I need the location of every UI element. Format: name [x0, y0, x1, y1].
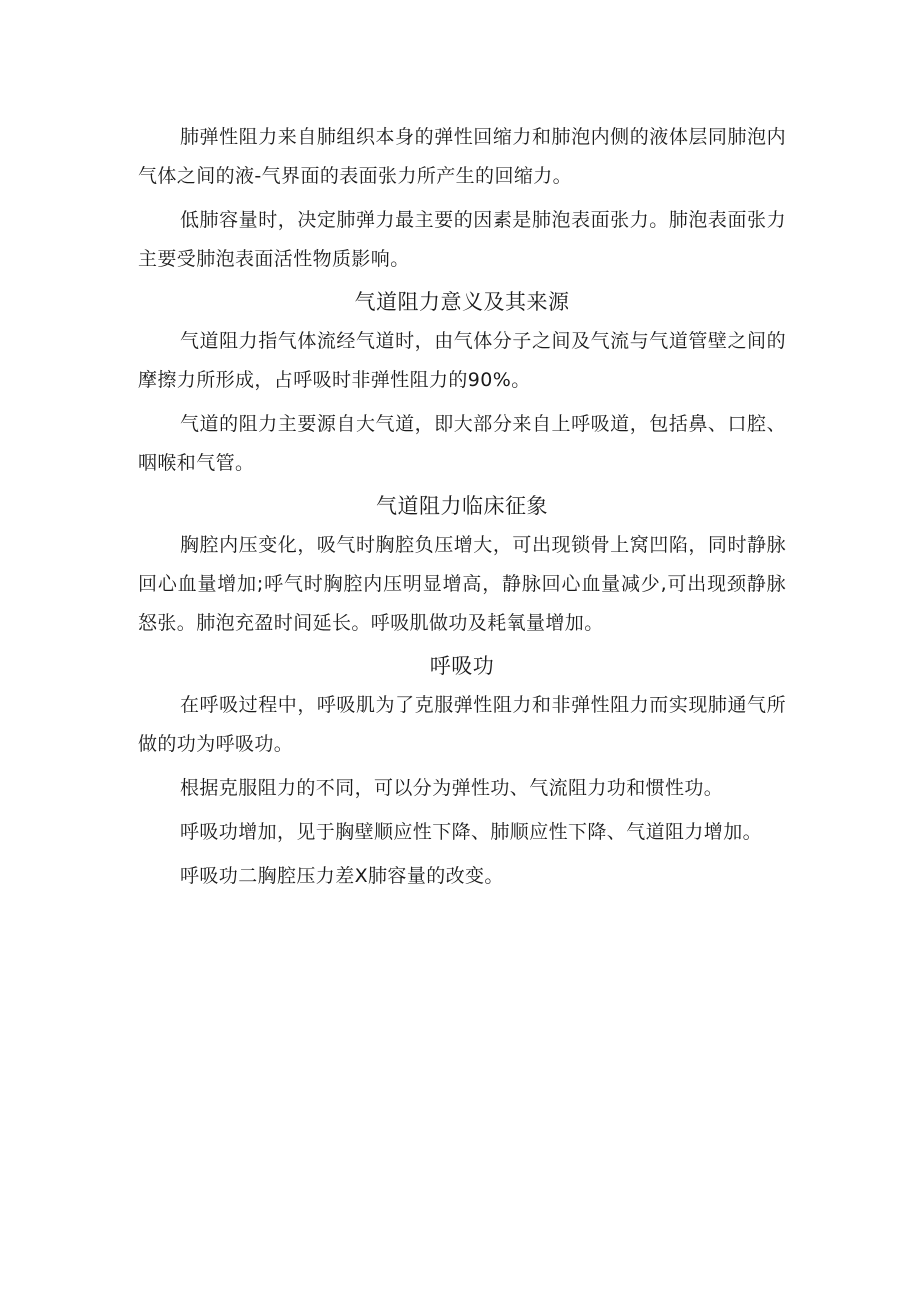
paragraph: 呼吸功增加，见于胸壁顺应性下降、肺顺应性下降、气道阻力增加。	[180, 821, 763, 843]
paragraph: 胸腔内压变化，吸气时胸腔负压增大，可出现锁骨上窝凹陷，同时静脉回心血量增加;呼气时胸腔内压明显增高，静脉回心血量减少,可出现颈静脉怒张。肺泡充盈时间延长。呼吸肌做功及耗氧量增加。	[138, 534, 786, 634]
section-clinical-signs	[138, 487, 786, 643]
paragraph: 低肺容量时，决定肺弹力最主要的因素是肺泡表面张力。肺泡表面张力主要受肺泡表面活性物质影响。	[138, 209, 786, 270]
paragraph: 在呼吸过程中，呼吸肌为了克服弹性阻力和非弹性阻力而实现肺通气所做的功为呼吸功。	[138, 694, 786, 755]
paragraph: 根据克服阻力的不同，可以分为弹性功、气流阻力功和惯性功。	[180, 777, 724, 799]
paragraph: 肺弹性阻力来自肺组织本身的弹性回缩力和肺泡内侧的液体层同肺泡内气体之间的液-气界面的表面张力所产生的回缩力。	[138, 126, 786, 187]
section-airway-resistance-source	[138, 283, 786, 483]
section-heading: 呼吸功	[429, 654, 495, 678]
section-heading: 气道阻力意义及其来源	[354, 290, 570, 314]
paragraph: 气道阻力指气体流经气道时，由气体分子之间及气流与气道管壁之间的摩擦力所形成，占呼吸时非弹性阻力的90%。	[138, 330, 786, 391]
section-heading: 气道阻力临床征象	[376, 494, 548, 518]
paragraph: 气道的阻力主要源自大气道，即大部分来自上呼吸道，包括鼻、口腔、咽喉和气管。	[138, 413, 786, 474]
intro-section	[138, 118, 786, 279]
paragraph: 呼吸功二胸腔压力差X肺容量的改变。	[180, 865, 504, 887]
document-page	[138, 118, 786, 896]
section-work-of-breathing	[138, 647, 786, 896]
